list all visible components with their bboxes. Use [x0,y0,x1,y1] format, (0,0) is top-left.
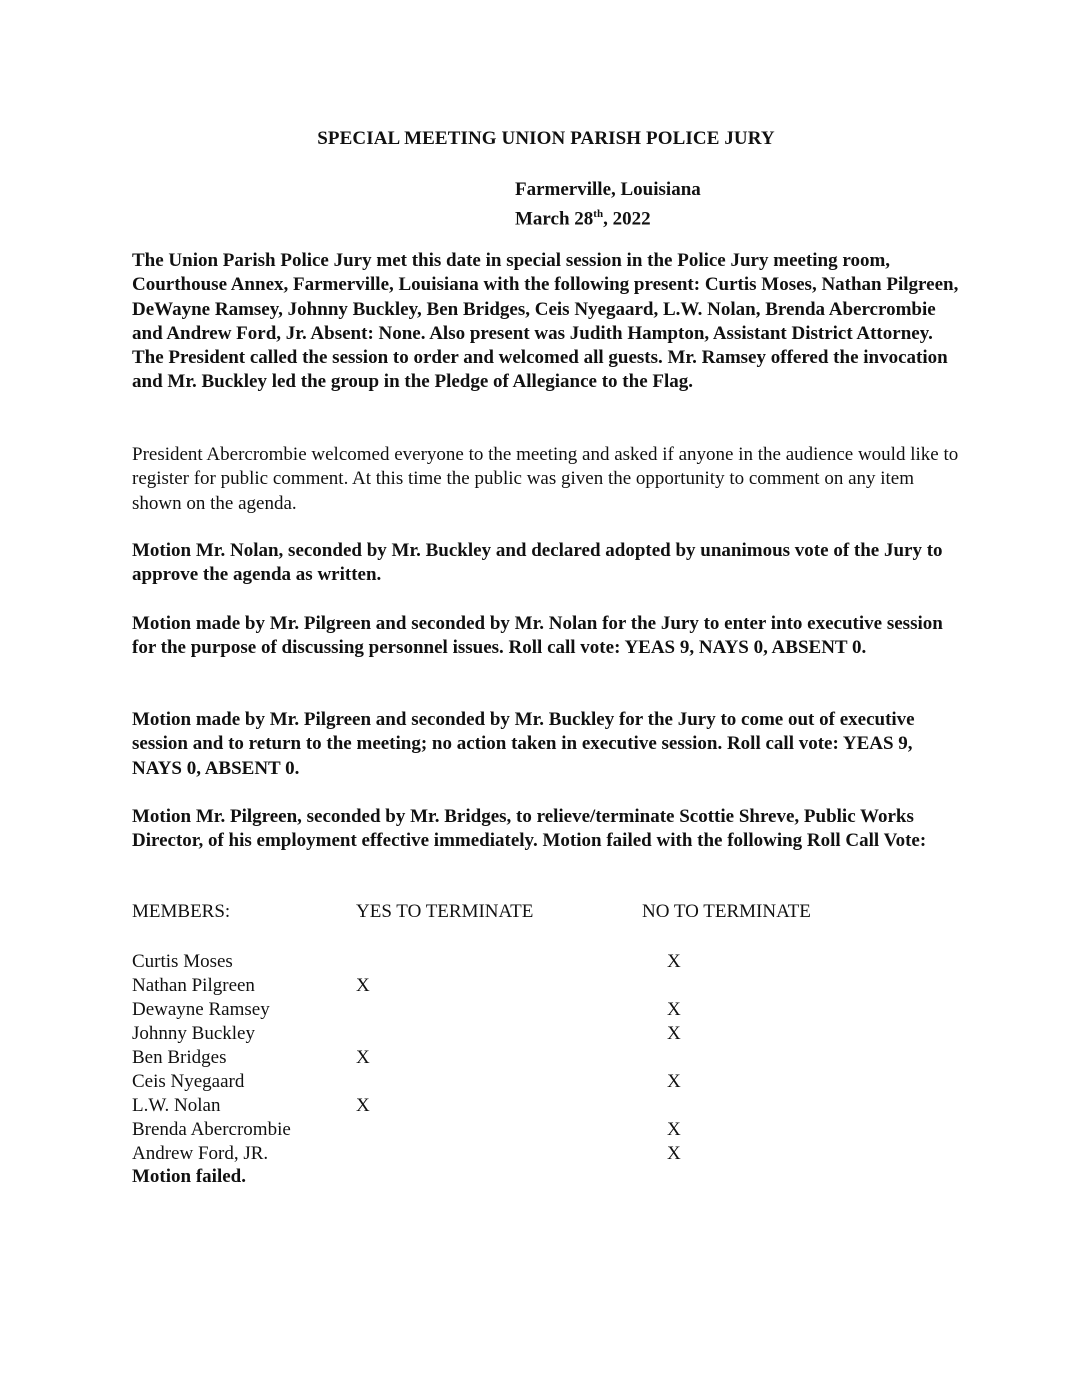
vote-row [132,1046,832,1070]
meeting-date [515,202,701,231]
no-mark: X [667,951,681,972]
vote-row [132,950,832,974]
vote-row [132,1118,832,1142]
yes-mark: X [356,975,370,996]
no-mark: X [667,1071,681,1092]
member-name: Brenda Abercrombie [132,1119,291,1140]
vote-row [132,1142,832,1166]
vote-row [132,998,832,1022]
location-date-block [515,177,701,231]
date-ordinal-suffix: th [593,208,604,220]
no-mark: X [667,1023,681,1044]
member-name: Dewayne Ramsey [132,999,270,1020]
vote-row [132,1094,832,1118]
no-mark: X [667,999,681,1020]
enter-executive-session-paragraph: Motion made by Mr. Pilgreen and seconded by Mr. Nolan for the Jury to enter into executive session for the purpose of discussing personnel issues. Roll call vote: YEAS 9, NAYS 0, ABSENT 0. [132,613,943,659]
member-name: Andrew Ford, JR. [132,1143,269,1164]
member-name: Curtis Moses [132,951,233,972]
vote-header-yes: YES TO TERMINATE [356,901,534,922]
public-comment-paragraph: President Abercrombie welcomed everyone to the meeting and asked if anyone in the audience would like to register for public comment. At this time the public was given the opportunity to comment on any item shown on the agenda. [132,444,959,514]
vote-row [132,974,832,998]
exit-executive-session-paragraph: Motion made by Mr. Pilgreen and seconded by Mr. Buckley for the Jury to come out of executive session and to return to the meeting; no action taken in executive session. Roll call vote: YEAS 9, NAYS 0, ABSENT 0. [132,709,915,779]
attendance-paragraph: The Union Parish Police Jury met this date in special session in the Police Jury meeting room, Courthouse Annex, Farmerville, Louisiana with the following present: Curtis Moses, Nathan Pilgreen, DeWayne Ramsey, Johnny Buckley, Ben Bridges, Ceis Nyegaard, L.W. Nolan, Brenda Abercrombie and Andrew Ford, Jr. Absent: None. Also present was Judith Hampton, Assistant District Attorney. The President called the session to order and welcomed all guests. Mr. Ramsey offered the invocation and Mr. Buckley led the group in the Pledge of Allegiance to the Flag. [132,250,959,393]
member-name: Ben Bridges [132,1047,227,1068]
vote-result: Motion failed. [132,1166,246,1187]
meeting-location: Farmerville, Louisiana [515,179,701,200]
no-mark: X [667,1119,681,1140]
vote-row [132,1022,832,1046]
vote-header-members: MEMBERS: [132,901,231,922]
member-name: L.W. Nolan [132,1095,221,1116]
member-name: Ceis Nyegaard [132,1071,245,1092]
date-month-day: March 28 [515,208,594,230]
yes-mark: X [356,1095,370,1116]
roll-call-vote-table [132,950,832,1166]
document-title: SPECIAL MEETING UNION PARISH POLICE JURY [317,128,775,149]
member-name: Johnny Buckley [132,1023,255,1044]
date-year: , 2022 [603,208,651,230]
vote-header-no: NO TO TERMINATE [642,901,811,922]
no-mark: X [667,1143,681,1164]
agenda-motion-paragraph: Motion Mr. Nolan, seconded by Mr. Buckley and declared adopted by unanimous vote of the Jury to approve the agenda as written. [132,540,943,586]
member-name: Nathan Pilgreen [132,975,255,996]
termination-motion-paragraph: Motion Mr. Pilgreen, seconded by Mr. Bridges, to relieve/terminate Scottie Shreve, Public Works Director, of his employment effective immediately. Motion failed with the following Roll Call Vote: [132,806,927,852]
yes-mark: X [356,1047,370,1068]
vote-row [132,1070,832,1094]
